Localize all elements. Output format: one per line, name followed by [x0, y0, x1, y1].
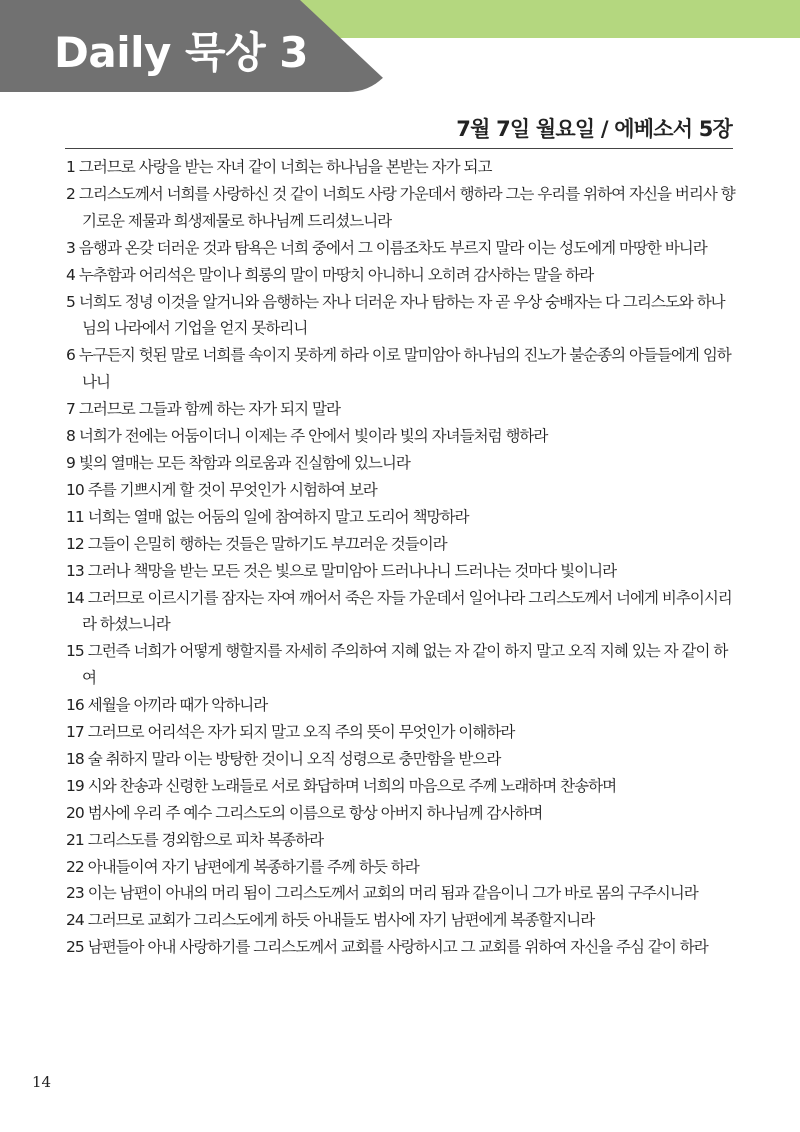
verse-text: 그러므로 어리석은 자가 되지 말고 오직 주의 뜻이 무엇인가 이해하라 [87, 723, 515, 742]
verse-number: 17 [66, 723, 84, 742]
verse-number: 24 [66, 911, 84, 930]
verse-number: 12 [66, 534, 84, 553]
verse-text: 그러므로 교회가 그리스도에게 하듯 아내들도 범사에 자기 남편에게 복종할지니라 [87, 911, 595, 930]
verse-item [66, 558, 736, 585]
verse-item [66, 773, 736, 800]
verse-text: 너희도 정녕 이것을 알거니와 음행하는 자나 더러운 자나 탐하는 자 곧 우상 숭배자는 다 그리스도와 하나님의 나라에서 기업을 얻지 못하리니 [78, 292, 725, 338]
verse-text: 그리스도를 경외함으로 피차 복종하라 [87, 830, 324, 849]
verse-item [66, 477, 736, 504]
verse-text: 너희가 전에는 어둠이더니 이제는 주 안에서 빛이라 빛의 자녀들처럼 행하라 [78, 427, 548, 446]
verse-number: 5 [66, 292, 75, 311]
verse-number: 1 [66, 158, 75, 176]
verse-number: 7 [66, 400, 75, 419]
verse-item [66, 692, 736, 719]
verse-text: 누추함과 어리석은 말이나 희롱의 말이 마땅치 아니하니 오히려 감사하는 말을 하라 [78, 265, 594, 284]
verse-number: 2 [66, 184, 75, 203]
verse-text: 주를 기쁘시게 할 것이 무엇인가 시험하여 보라 [87, 480, 377, 499]
verse-number: 13 [66, 561, 84, 580]
verse-text: 그런즉 너희가 어떻게 행할지를 자세히 주의하여 지혜 없는 자 같이 하지 말고 오직 지혜 있는 자 같이 하여 [82, 642, 728, 688]
verse-item [66, 504, 736, 531]
verse-text: 그들이 은밀히 행하는 것들은 말하기도 부끄러운 것들이라 [87, 534, 447, 553]
page-title: Daily 묵상 3 [54, 28, 308, 77]
verse-number: 3 [66, 238, 75, 257]
verse-item [66, 342, 736, 396]
verse-item [66, 423, 736, 450]
heading-divider [65, 148, 733, 149]
verse-number: 25 [66, 938, 84, 957]
verse-number: 11 [66, 507, 84, 526]
verse-text: 너희는 열매 없는 어둠의 일에 참여하지 말고 도리어 책망하라 [87, 507, 469, 526]
verse-item [66, 746, 736, 773]
verse-item [66, 262, 736, 289]
verse-number: 10 [66, 480, 84, 499]
verse-number: 8 [66, 427, 75, 446]
verse-text: 그러므로 이르시기를 잠자는 자여 깨어서 죽은 자들 가운데서 일어나라 그리스도께서 너에게 비추이시리라 하셨느니라 [82, 588, 732, 634]
verse-text: 세월을 아끼라 때가 악하니라 [87, 696, 268, 715]
verse-item [66, 289, 736, 343]
verse-number: 22 [66, 857, 84, 876]
verse-number: 18 [66, 749, 84, 768]
verse-item [66, 638, 736, 692]
verse-text: 술 취하지 말라 이는 방탕한 것이니 오직 성령으로 충만함을 받으라 [87, 749, 501, 768]
verse-text: 음행과 온갖 더러운 것과 탐욕은 너희 중에서 그 이름조차도 부르지 말라 이는 성도에게 마땅한 바니라 [78, 238, 707, 257]
verse-item [66, 450, 736, 477]
verse-item [66, 396, 736, 423]
verse-item [66, 719, 736, 746]
verse-number: 6 [66, 346, 75, 365]
verse-number: 16 [66, 696, 84, 715]
verse-text: 빛의 열매는 모든 착함과 의로움과 진실함에 있느니라 [78, 453, 410, 472]
verse-item [66, 907, 736, 934]
verse-item [66, 800, 736, 827]
verse-item [66, 880, 736, 907]
verse-item [66, 531, 736, 558]
verse-number: 9 [66, 453, 75, 472]
verse-number: 21 [66, 830, 84, 849]
page-number: 14 [32, 1073, 52, 1091]
verse-item [66, 181, 736, 235]
verse-number: 23 [66, 884, 84, 903]
verse-text: 이는 남편이 아내의 머리 됨이 그리스도께서 교회의 머리 됨과 같음이니 그가 바로 몸의 구주시니라 [87, 884, 698, 903]
verse-number: 19 [66, 776, 84, 795]
verse-list [66, 154, 736, 961]
verse-text: 범사에 우리 주 예수 그리스도의 이름으로 항상 아버지 하나님께 감사하며 [87, 803, 543, 822]
verse-text: 시와 찬송과 신령한 노래들로 서로 화답하며 너희의 마음으로 주께 노래하며 찬송하며 [87, 776, 617, 795]
verse-number: 4 [66, 265, 75, 284]
verse-item [66, 827, 736, 854]
verse-text: 누구든지 헛된 말로 너희를 속이지 못하게 하라 이로 말미암아 하나님의 진노가 불순종의 아들들에게 임하나니 [78, 346, 731, 392]
verse-number: 14 [66, 588, 84, 607]
verse-item [66, 854, 736, 881]
verse-text: 남편들아 아내 사랑하기를 그리스도께서 교회를 사랑하시고 그 교회를 위하여 자신을 주심 같이 하라 [87, 938, 708, 957]
date-heading: 7월 7일 월요일 / 에베소서 5장 [456, 117, 732, 141]
verse-number: 20 [66, 803, 84, 822]
verse-item [66, 235, 736, 262]
verse-item [66, 934, 736, 961]
verse-text: 그러므로 그들과 함께 하는 자가 되지 말라 [78, 400, 340, 419]
verse-text: 그러므로 사랑을 받는 자녀 같이 너희는 하나님을 본받는 자가 되고 [78, 158, 492, 176]
verse-item [66, 585, 736, 639]
verse-number: 15 [66, 642, 84, 661]
verse-text: 그리스도께서 너희를 사랑하신 것 같이 너희도 사랑 가운데서 행하라 그는 우리를 위하여 자신을 버리사 향기로운 제물과 희생제물로 하나님께 드리셨느니라 [78, 184, 735, 230]
verse-item [66, 154, 736, 181]
verse-text: 아내들이여 자기 남편에게 복종하기를 주께 하듯 하라 [87, 857, 419, 876]
verse-text: 그러나 책망을 받는 모든 것은 빛으로 말미암아 드러나나니 드러나는 것마다 빛이니라 [87, 561, 617, 580]
